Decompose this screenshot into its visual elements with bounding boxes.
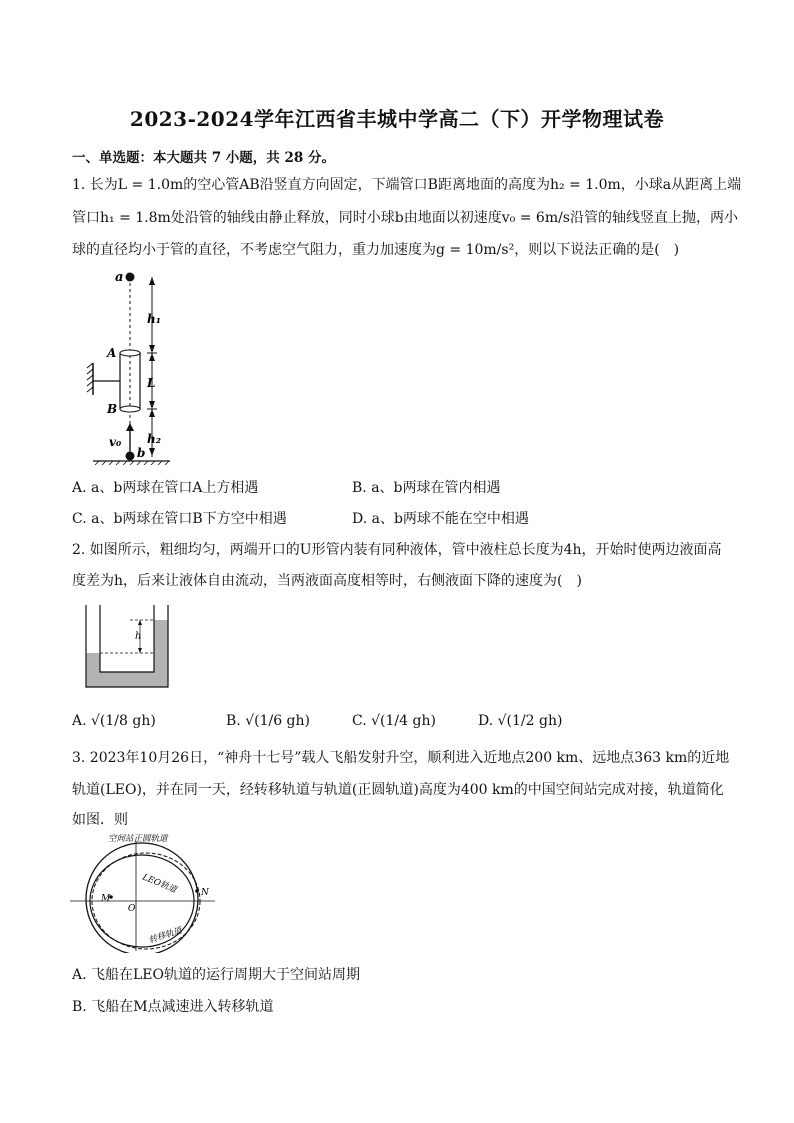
label-h1: h₁ <box>147 312 161 326</box>
q3-line-2: 轨道(LEO)，并在同一天，经转移轨道与轨道(正圆轨道)高度为400 km的中国空间站完成对接，轨道简化 <box>72 782 724 798</box>
q1-tube-figure <box>85 265 195 465</box>
label-h2: h₂ <box>147 432 161 446</box>
q1-option-b: B. a、b两球在管内相遇 <box>352 480 501 496</box>
q2-line-1: 2. 如图所示，粗细均匀，两端开口的U形管内装有同种液体，管中液柱总长度为4h，开始时使两边液面高 <box>72 542 722 558</box>
ball-b <box>126 452 135 461</box>
q2-option-b: B. √(1/6 gh) <box>226 713 310 729</box>
label-O: O <box>128 904 136 914</box>
q3-line-3: 如图．则 <box>72 812 128 828</box>
q1-option-d: D. a、b两球不能在空中相遇 <box>352 511 529 527</box>
ball-a <box>126 273 135 282</box>
label-N: N <box>201 888 209 898</box>
q2-option-d: D. √(1/2 gh) <box>478 713 563 729</box>
label-v0: v₀ <box>109 435 122 449</box>
q2-line-2: 度差为h，后来让液体自由流动，当两液面高度相等时，右侧液面下降的速度为( ) <box>72 573 582 589</box>
label-transfer-orbit: 转移轨道 <box>147 925 184 946</box>
q2-option-c: C. √(1/4 gh) <box>352 713 436 729</box>
label-A: A <box>107 346 117 360</box>
q1-option-a: A. a、b两球在管口A上方相遇 <box>72 480 259 496</box>
label-a: a <box>115 270 124 285</box>
q1-line-1: 1. 长为L = 1.0m的空心管AB沿竖直方向固定，下端管口B距离地面的高度为h₂ = 1.0m，小球a从距离上端 <box>72 177 742 193</box>
q1-line-2: 管口h₁ = 1.8m处沿管的轴线由静止释放，同时小球b由地面以初速度v₀ = 6m/s沿管的轴线竖直上抛，两小 <box>72 210 738 226</box>
q1-line-3: 球的直径均小于管的直径，不考虑空气阻力，重力加速度为g = 10m/s²，则以下说法正确的是( ) <box>72 242 680 258</box>
label-b: b <box>137 446 146 460</box>
page-title: 2023-2024学年江西省丰城中学高二（下）开学物理试卷 <box>129 107 665 131</box>
label-B: B <box>107 402 118 416</box>
section-heading: 一、单选题：本大题共 7 小题，共 28 分。 <box>72 150 335 166</box>
q3-orbit-figure <box>70 833 220 953</box>
label-h: h <box>135 631 142 642</box>
label-leo-orbit: LEO轨道 <box>140 872 178 896</box>
q3-line-1: 3. 2023年10月26日，“神舟十七号”载人飞船发射升空，顺利进入近地点200 km、远地点363 km的近地 <box>72 750 730 766</box>
q3-option-a: A. 飞船在LEO轨道的运行周期大于空间站周期 <box>72 967 361 983</box>
label-L: L <box>147 376 156 390</box>
q2-u-tube-figure <box>82 605 182 690</box>
q1-option-c: C. a、b两球在管口B下方空中相遇 <box>72 511 287 527</box>
label-M: M <box>101 894 111 904</box>
label-space-station-orbit: 空间站正圆轨道 <box>108 834 168 844</box>
q2-option-a: A. √(1/8 gh) <box>72 713 156 729</box>
q3-option-b: B. 飞船在M点减速进入转移轨道 <box>72 999 274 1015</box>
